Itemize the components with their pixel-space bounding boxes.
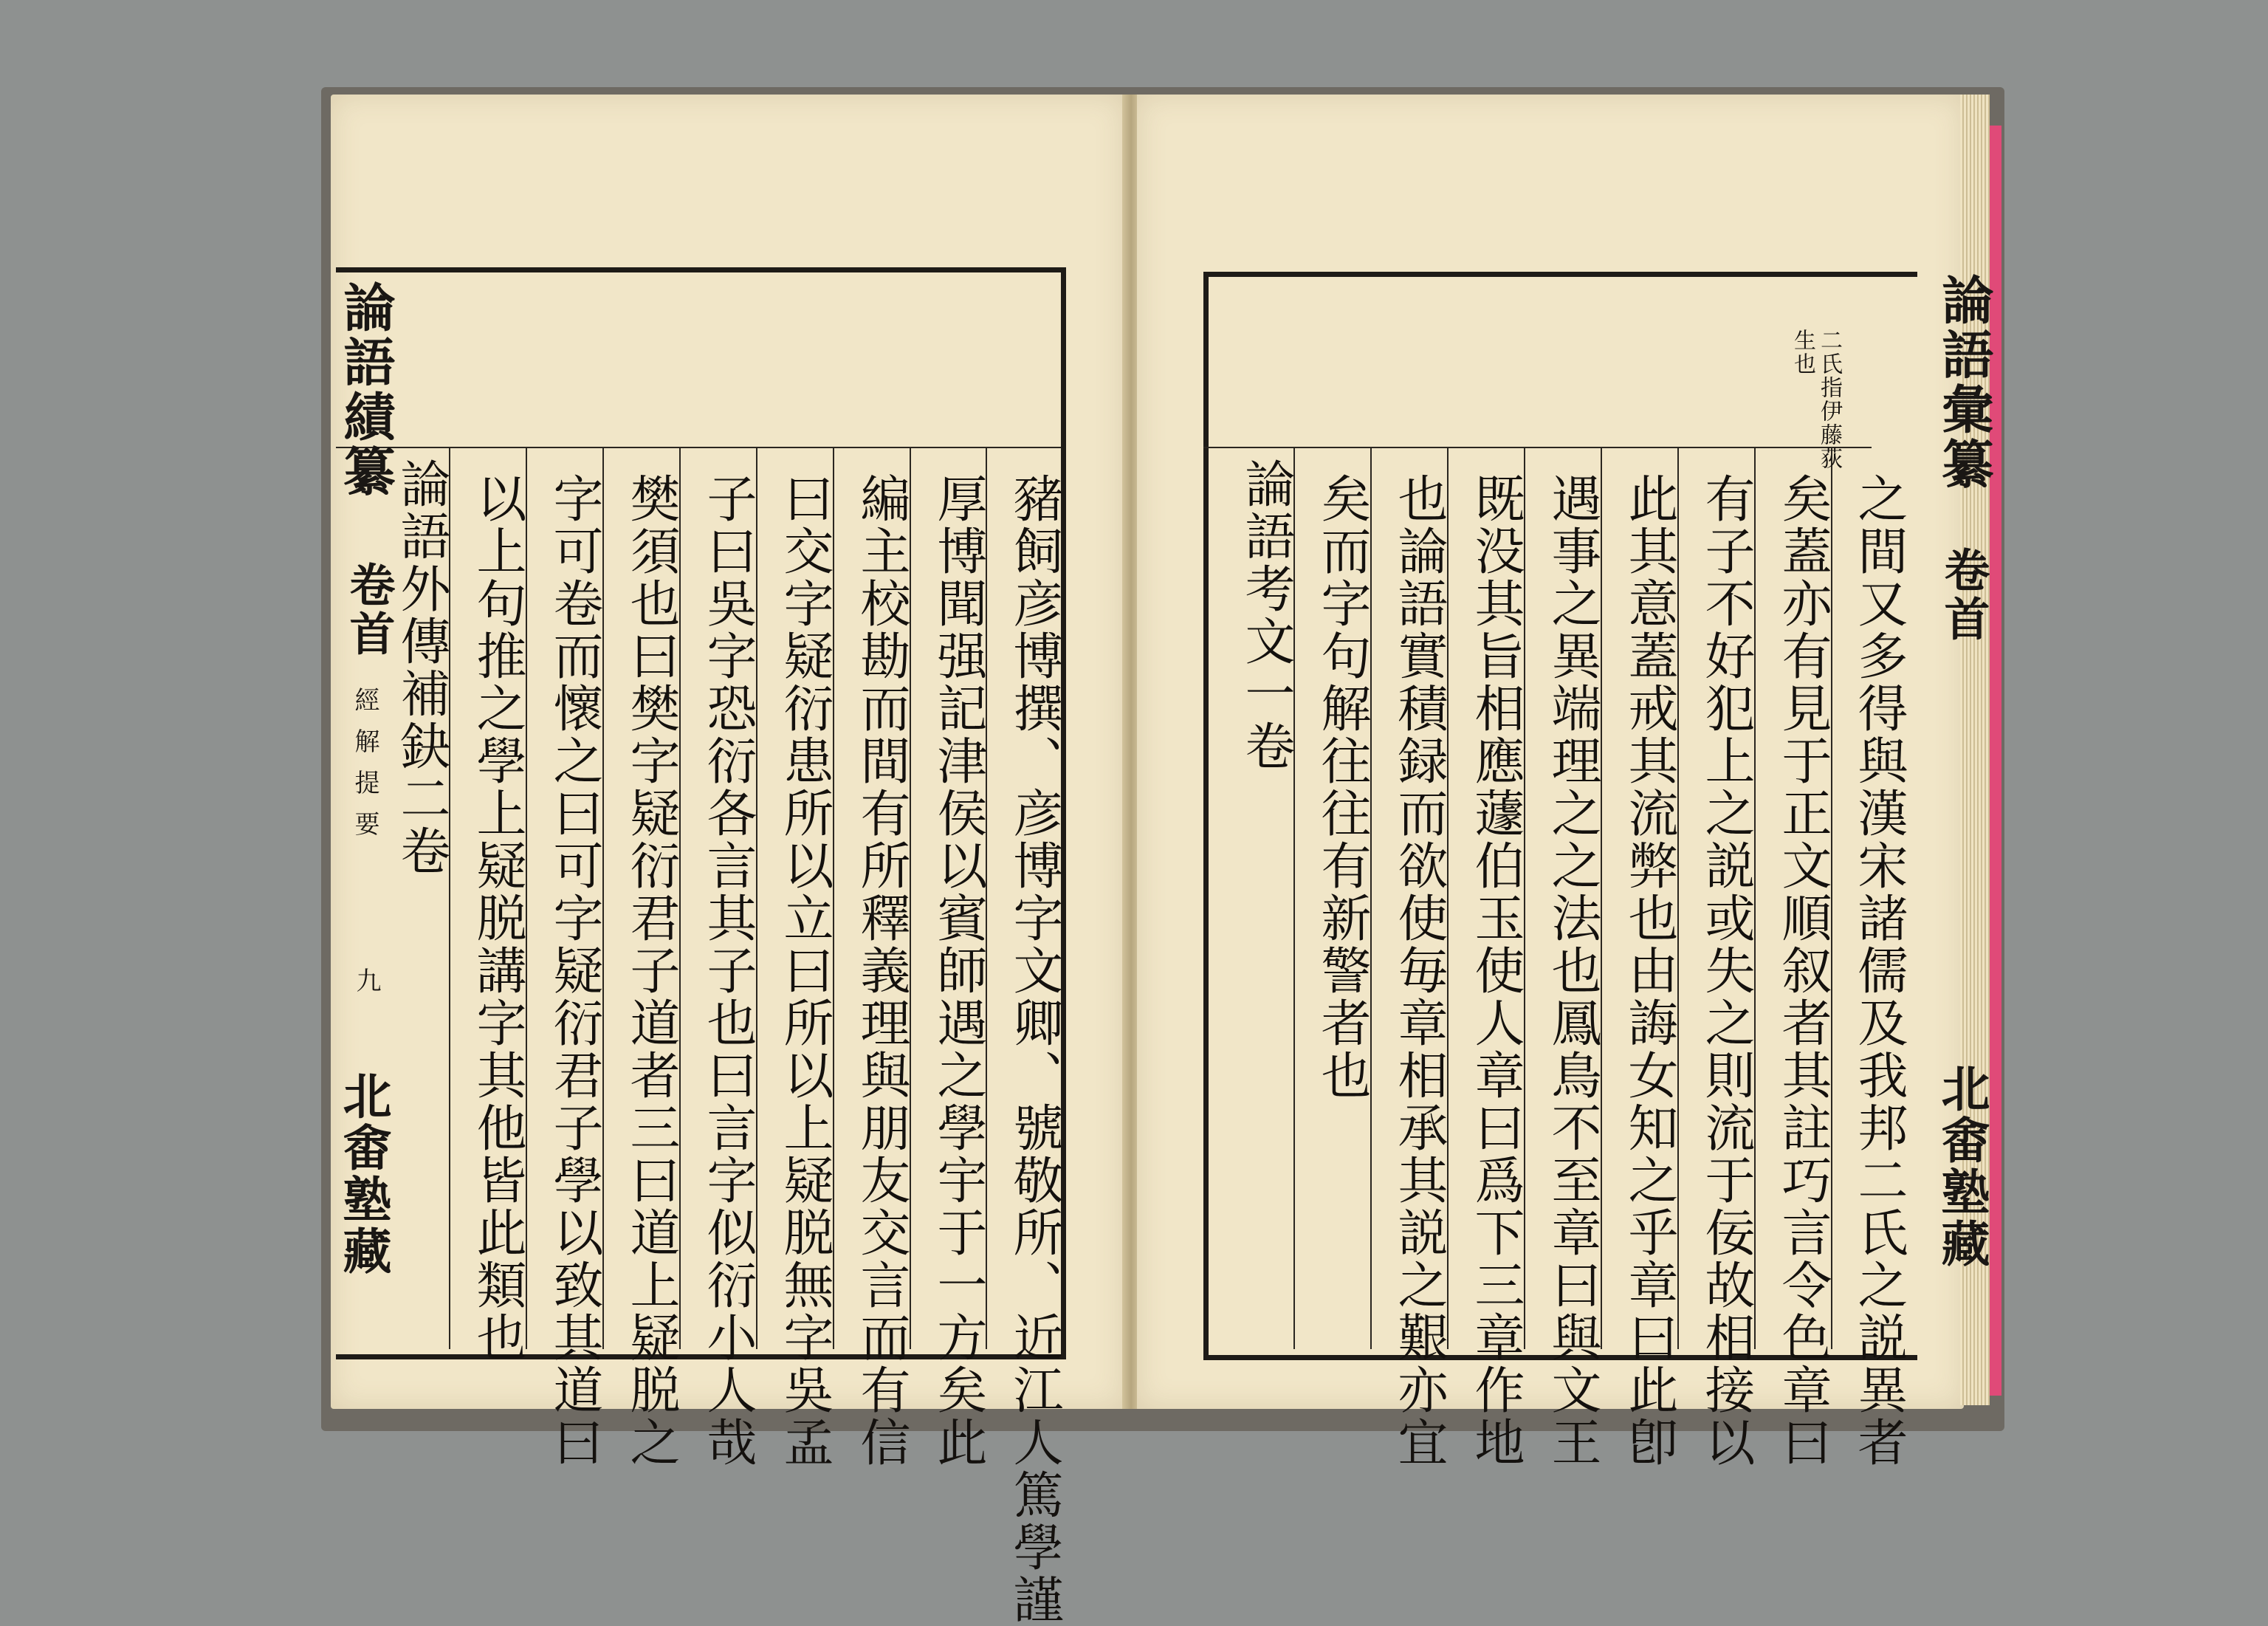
left-page-number: 九: [351, 967, 381, 995]
annotation-note: 二氏指伊藤荻: [1816, 329, 1842, 470]
text-column: 也論語實積録而欲使毎章相承其説之艱亦宜: [1389, 473, 1448, 1469]
text-column: 既没其旨相應蘧伯玉使人章曰爲下三章作地: [1466, 473, 1525, 1469]
text-column: 豬飼彦博撰、彦博字文卿、號敬所、近江人篤學謹: [1005, 473, 1063, 1626]
right-header-rule: [1203, 447, 1872, 448]
left-running-section: 經解提要: [350, 687, 379, 852]
text-column: 有子不好犯上之説或失之則流于佞故相接以: [1697, 473, 1755, 1469]
left-running-volume: 卷首: [342, 561, 396, 659]
text-column: 之間又多得與漢宋諸儒及我邦二氏之説異者: [1849, 473, 1908, 1469]
right-running-volume: 卷首: [1937, 546, 1990, 644]
text-column: 遇事之異端理之之法也鳳鳥不至章曰與文王: [1543, 473, 1601, 1469]
left-header-rule: [336, 447, 1061, 448]
left-publisher-mark: 北畬塾藏: [334, 1071, 392, 1277]
text-column: 子曰吳字恐衍各言其子也曰言字似衍小人哉: [698, 473, 757, 1469]
text-column: 字可卷而懷之曰可字疑衍君子學以致其道曰: [545, 473, 603, 1469]
text-column: 矣蓋亦有見于正文順叙者其註巧言令色章曰: [1773, 473, 1832, 1469]
text-column: 以上句推之學上疑脱講字其他皆此類也: [468, 473, 526, 1364]
text-column: 編主校勘而間有所釋義理與朋友交言而有信: [852, 473, 910, 1469]
text-column: 曰交字疑衍患所以立曰所以上疑脱無字吳孟: [775, 473, 834, 1469]
text-column: 樊須也曰樊字疑衍君子道者三曰道上疑脱之: [622, 473, 680, 1469]
annotation-note: 生也: [1790, 329, 1815, 376]
text-column: 矣而字句解往往有新警者也: [1313, 473, 1371, 1102]
text-column: 此其意蓋戒其流弊也由誨女知之乎章曰此卽: [1620, 473, 1678, 1469]
right-running-title: 論語彙纂: [1934, 273, 1995, 492]
entry-heading: 論語考文一卷: [1237, 458, 1295, 772]
right-publisher-mark: 北畬塾藏: [1933, 1063, 1990, 1270]
left-running-title: 論語績纂: [335, 281, 396, 499]
text-column: 厚博聞强記津侯以賓師遇之學宇于一方矣此: [929, 473, 987, 1469]
entry-heading: 論語外傳補鈌二卷: [392, 458, 450, 877]
